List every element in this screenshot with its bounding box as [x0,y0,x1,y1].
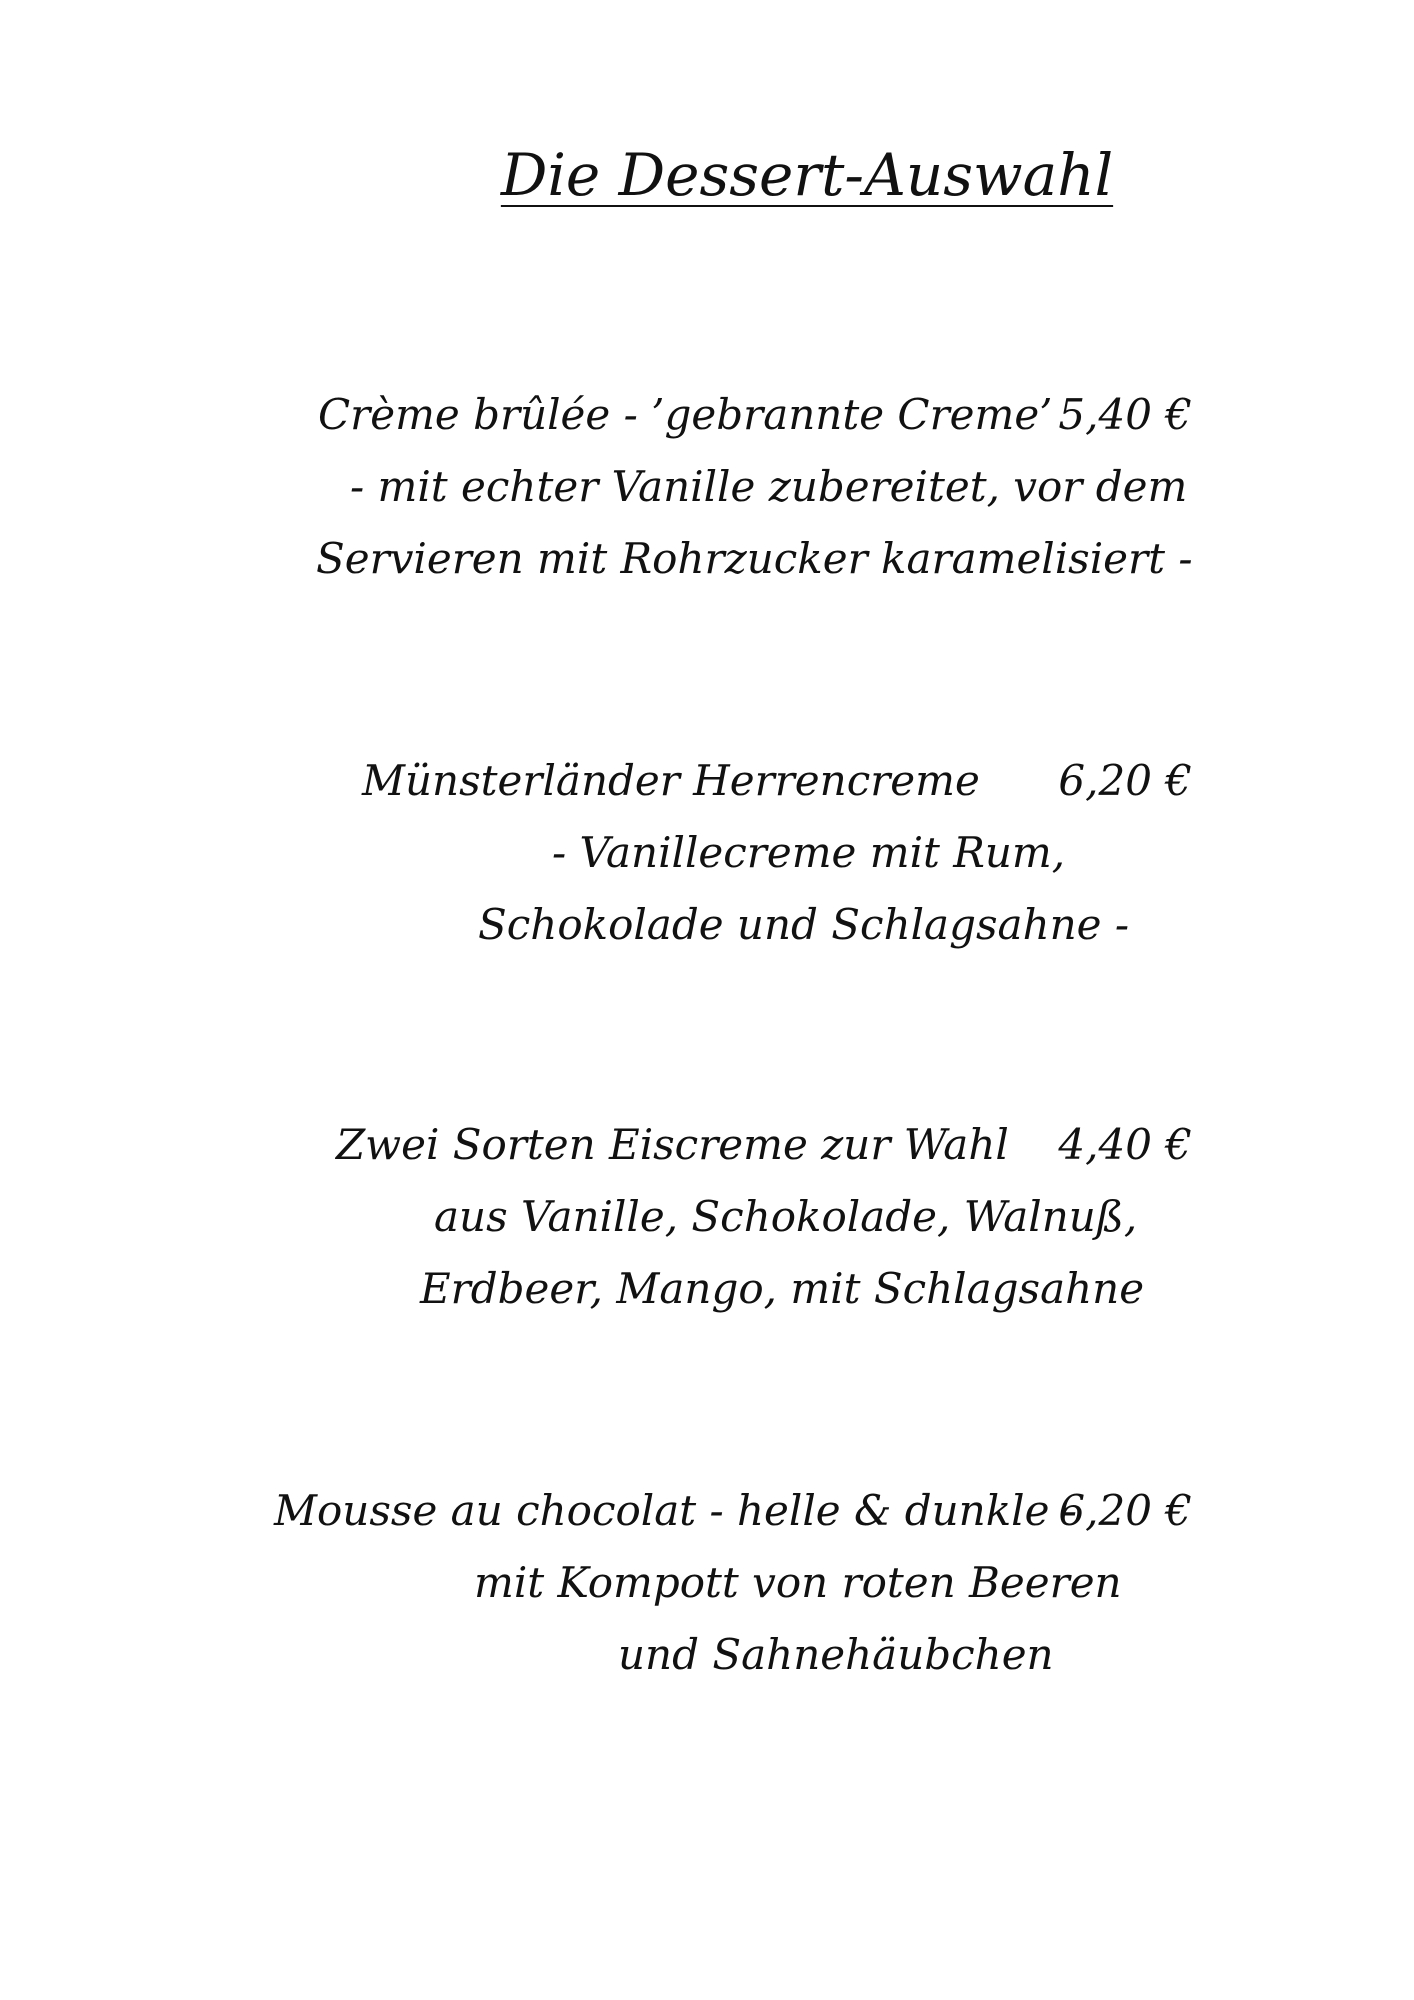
item-description-line-1: aus Vanille, Schokolade, Walnuß, [434,1192,1138,1241]
item-price: 5,40 € [1058,390,1192,439]
item-description-line-2: Erdbeer, Mango, mit Schlagsahne [420,1264,1145,1313]
item-name: Mousse au chocolat - helle & dunkle - [274,1486,1077,1535]
item-description-line-2: Schokolade und Schlagsahne - [478,900,1130,949]
item-description-line-1: - Vanillecreme mit Rum, [552,828,1066,877]
item-name: Crème brûlée - ’gebrannte Creme’ [318,390,1053,439]
item-price: 4,40 € [1058,1120,1192,1169]
item-description-line-2: Servieren mit Rohrzucker karamelisiert - [316,534,1193,583]
item-name: Zwei Sorten Eiscreme zur Wahl [336,1120,1009,1169]
page-title-text: Die Dessert-Auswahl [500,141,1114,209]
page-title [0,140,1414,210]
item-price: 6,20 € [1058,1486,1192,1535]
item-description-line-2: und Sahnehäubchen [618,1630,1054,1679]
item-description-line-1: mit Kompott von roten Beeren [474,1558,1122,1607]
item-description-line-1: - mit echter Vanille zubereitet, vor dem [350,462,1188,511]
item-name: Münsterländer Herrencreme [362,756,980,805]
item-price: 6,20 € [1058,756,1192,805]
